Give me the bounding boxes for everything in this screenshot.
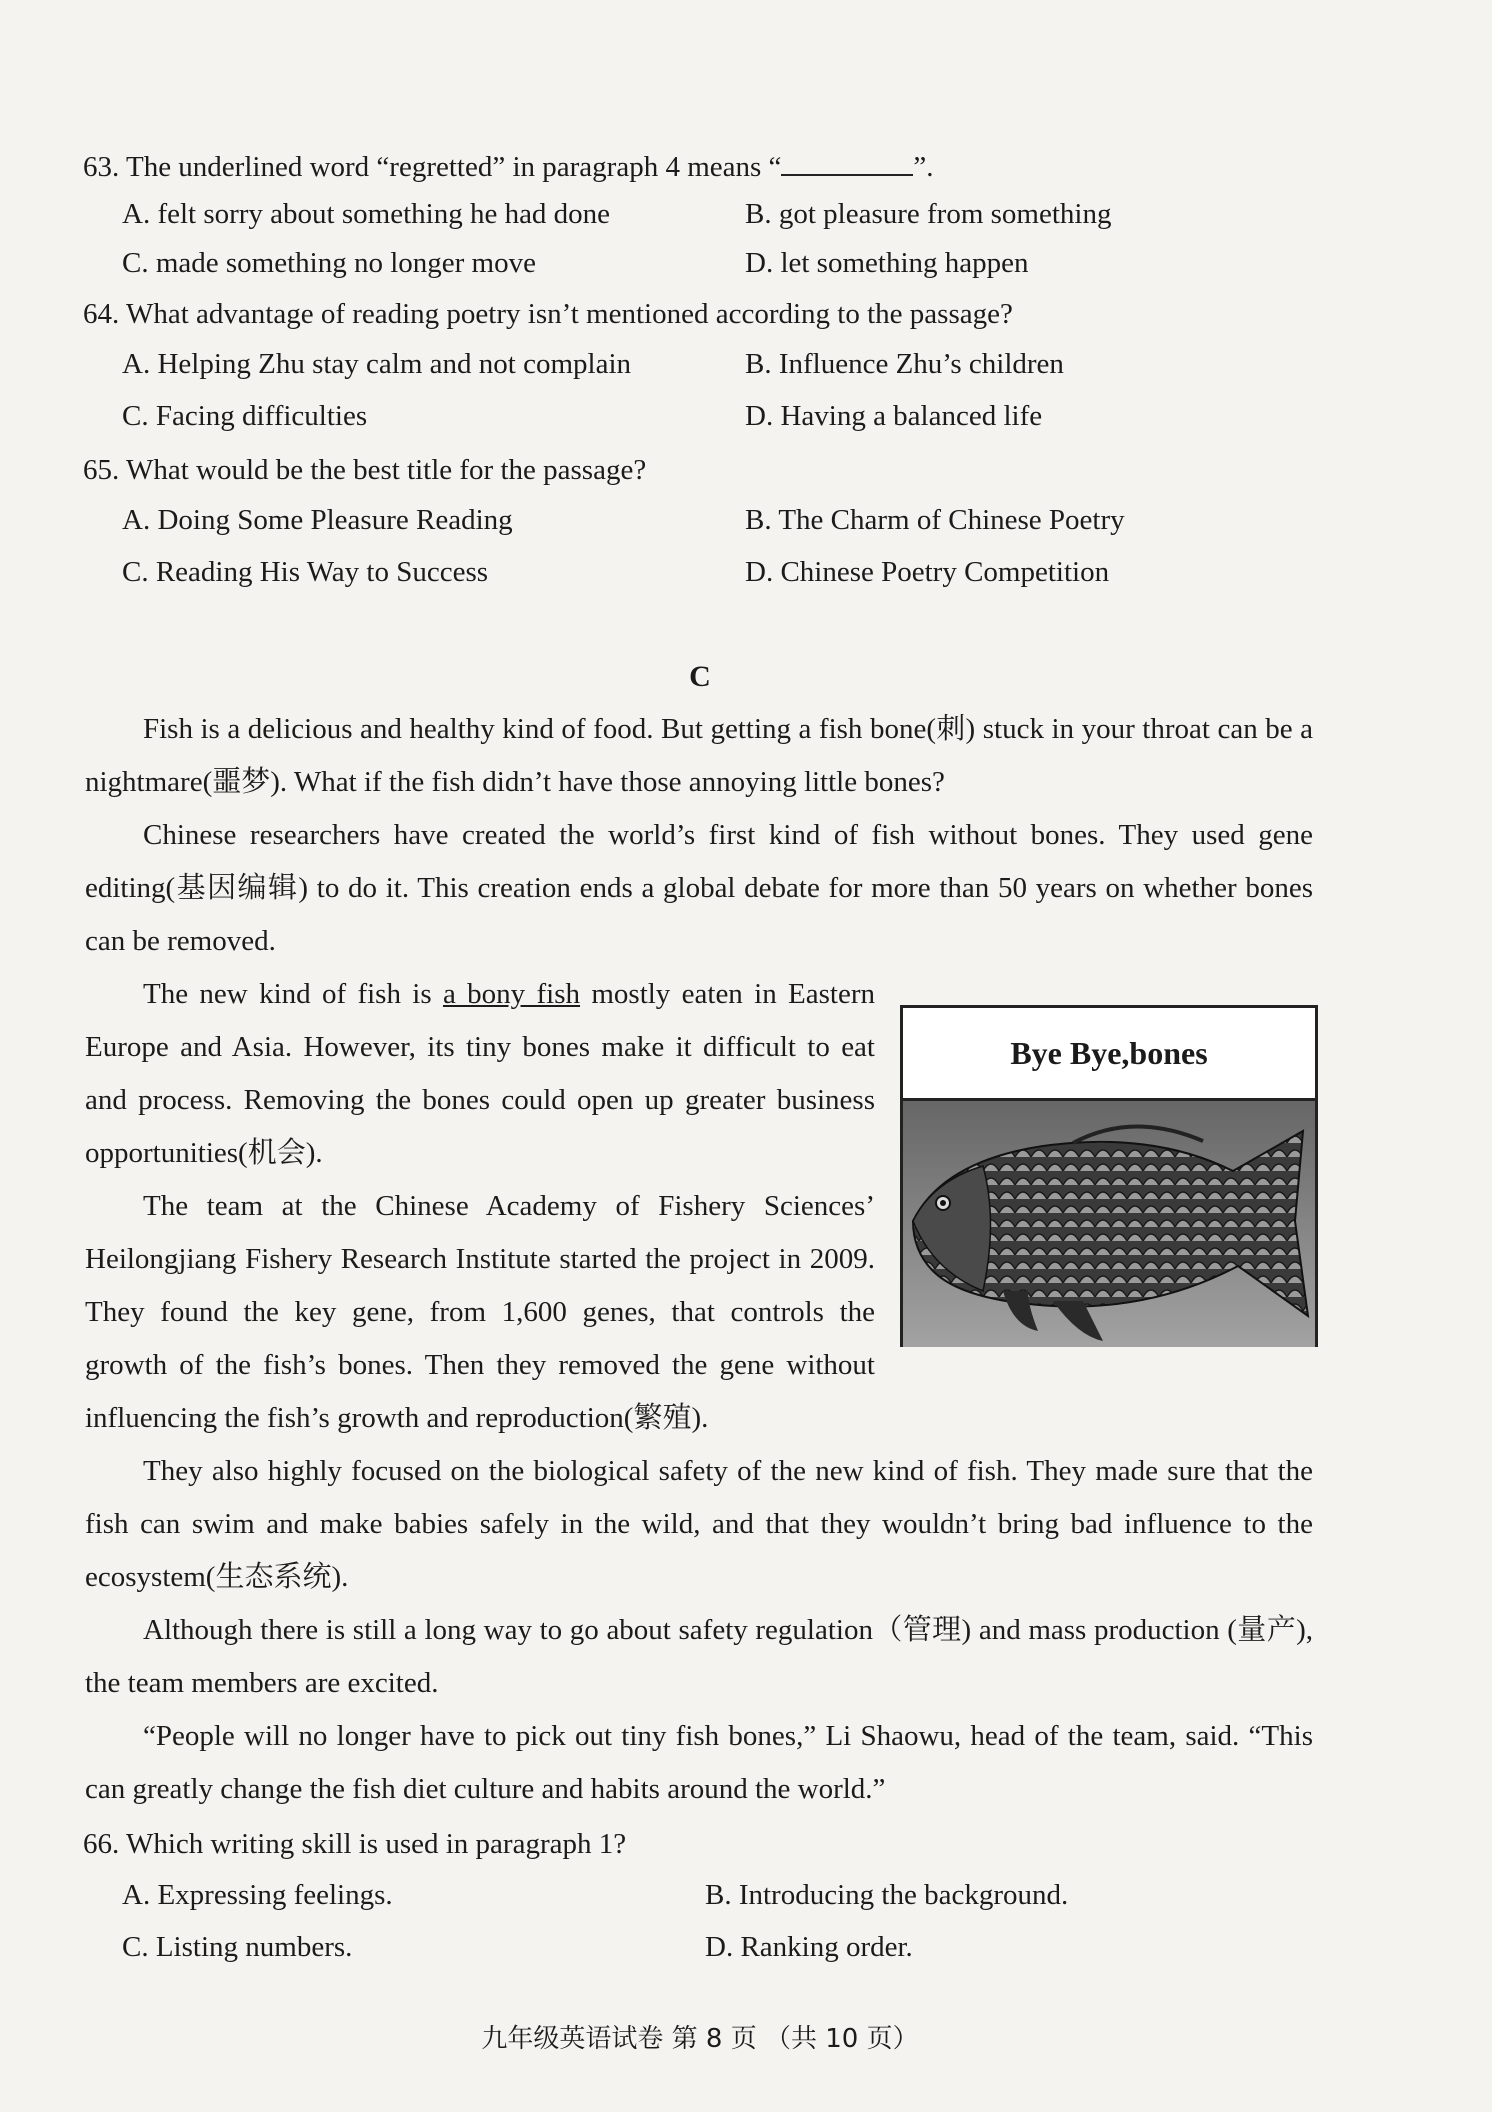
option-66-d: D. Ranking order. — [705, 1931, 913, 1963]
option-65-b: B. The Charm of Chinese Poetry — [745, 504, 1125, 536]
option-63-b: B. got pleasure from something — [745, 198, 1112, 230]
fish-figure — [900, 1005, 1318, 1347]
question-63-stem — [83, 148, 934, 185]
paragraph-3: The new kind of fish is a bony fish mostly eaten in Eastern Europe and Asia. However, its tiny bones make it difficult to eat and process. Removing the bones could open up greater business opportunities(机会). — [85, 978, 875, 1169]
paragraph-5: They also highly focused on the biological safety of the new kind of fish. They made sure that the fish can swim and make babies safely in the wild, and that they wouldn’t bring bad influence to the ecosystem(生态系统). — [85, 1455, 1313, 1593]
question-66-stem: 66. Which writing skill is used in paragraph 1? — [83, 1828, 627, 1860]
paragraph-7: “People will no longer have to pick out tiny fish bones,” Li Shaowu, head of the team, said. “This can greatly change the fish diet culture and habits around the world.” — [85, 1720, 1313, 1805]
passage-top — [85, 703, 1313, 968]
underlined-phrase: a bony fish — [442, 978, 581, 1010]
option-66-c: C. Listing numbers. — [122, 1931, 353, 1963]
paragraph-6: Although there is still a long way to go about safety regulation（管理) and mass production (量产), the team members are excited. — [85, 1614, 1313, 1699]
option-63-a: A. felt sorry about something he had done — [122, 198, 611, 230]
option-65-d: D. Chinese Poetry Competition — [745, 556, 1110, 588]
passage-column — [85, 968, 875, 1445]
passage-bottom — [85, 1445, 1313, 1816]
figure-caption: Bye Bye,bones — [903, 1008, 1315, 1101]
option-64-d: D. Having a balanced life — [745, 400, 1043, 432]
option-65-c: C. Reading His Way to Success — [122, 556, 489, 588]
option-66-b: B. Introducing the background. — [705, 1879, 1069, 1911]
option-64-a: A. Helping Zhu stay calm and not complain — [122, 348, 632, 380]
answer-blank — [781, 148, 913, 176]
option-66-a: A. Expressing feelings. — [122, 1879, 393, 1911]
question-63-text: 63. The underlined word “regretted” in paragraph 4 means “ — [83, 151, 782, 183]
option-64-c: C. Facing difficulties — [122, 400, 368, 432]
paragraph-1: Fish is a delicious and healthy kind of food. But getting a fish bone(刺) stuck in your throat can be a nightmare(噩梦). What if the fish didn’t have those annoying little bones? — [85, 713, 1313, 798]
question-65-stem: 65. What would be the best title for the passage? — [83, 454, 647, 486]
fish-image — [903, 1101, 1315, 1347]
question-64-stem: 64. What advantage of reading poetry isn’t mentioned according to the passage? — [83, 298, 1013, 330]
option-65-a: A. Doing Some Pleasure Reading — [122, 504, 513, 536]
paragraph-2: Chinese researchers have created the world’s first kind of fish without bones. They used gene editing(基因编辑) to do it. This creation ends a global debate for more than 50 years on whether bones can be removed. — [85, 819, 1313, 957]
option-64-b: B. Influence Zhu’s children — [745, 348, 1064, 380]
paragraph-4: The team at the Chinese Academy of Fishery Sciences’ Heilongjiang Fishery Research Institute started the project in 2009. They found the key gene, from 1,600 genes, that controls the growth of the fish’s bones. Then they removed the gene without influencing the fish’s growth and reproduction(繁殖). — [85, 1190, 875, 1434]
question-63-text-end: ”. — [913, 151, 934, 183]
option-63-c: C. made something no longer move — [122, 247, 536, 279]
section-heading: C — [689, 660, 711, 693]
option-63-d: D. let something happen — [745, 247, 1029, 279]
page-footer: 九年级英语试卷 第 8 页 （共 10 页） — [481, 2024, 919, 2054]
